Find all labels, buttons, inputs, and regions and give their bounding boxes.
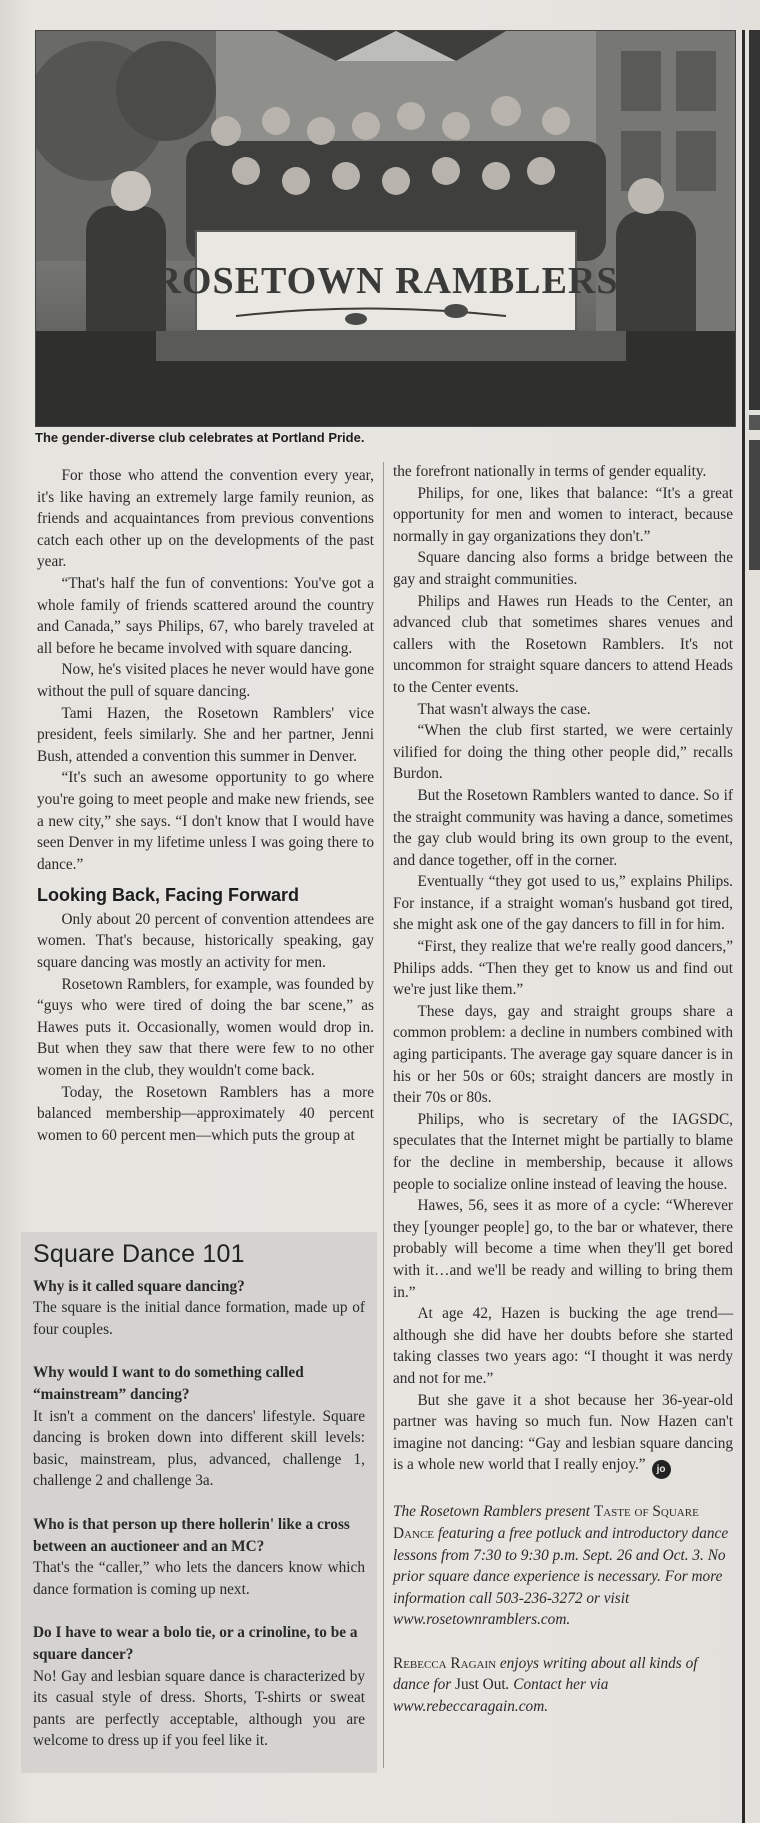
sidebar-answer: No! Gay and lesbian square dance is characterized by its casual style of dress. Shorts, T-shirts or sweat pants are perfectly acceptable, although you are welcome to dress up if you feel like it. (33, 1667, 365, 1750)
end-mark-icon: jo (652, 1460, 671, 1479)
article-paragraph: Now, he's visited places he never would have gone without the pull of square dancing. (37, 661, 374, 700)
article-paragraph: the forefront nationally in terms of gender equality. (393, 463, 707, 480)
article-paragraph: “It's such an awesome opportunity to go where you're going to meet people and make new friends, see a new city,” she says. “I don't know that I would have seen Denver in my lifetime unless I was going there to dance.” (37, 769, 374, 873)
article-text: But she gave it a shot because her 36-year-old partner was having so much fun. Now Hazen can't imagine not dancing: “Gay and lesbian square dancing is a whole new world that I really enjoy.” (393, 1391, 733, 1474)
sidebar-answer: The square is the initial dance formation, made up of four couples. (33, 1299, 365, 1338)
photo-illustration (36, 31, 735, 426)
article-paragraph: At age 42, Hazen is bucking the age trend—although she did have her doubts before she started taking classes two years ago: “I thought it was nerdy and not for me.” (393, 1305, 733, 1387)
article-paragraph: That wasn't always the case. (417, 700, 591, 718)
banner-text: ROSETOWN RAMBLERS (153, 260, 619, 302)
sidebar-answer: That's the “caller,” who lets the dancers know which dance formation is coming up next. (33, 1559, 365, 1598)
article-column-right (393, 461, 733, 1718)
photo-caption: The gender-diverse club celebrates at Portland Pride. (35, 430, 365, 445)
event-details: featuring a free potluck and introductory dance lessons from 7:30 to 9:30 p.m. Sept. 26 and Oct. 3. No prior square dance experience is necessary. For more information call 503-236-3272 or visit www.rosetownramblers.com. (393, 1524, 729, 1629)
article-paragraph: Hawes, 56, sees it as more of a cycle: “Wherever they [younger people] go, to the bar or whatever, there probably will become a time when they'll get bored with it…and we'll be ready and willing to bring them in.” (393, 1197, 733, 1301)
sidebar-question: Who is that person up there hollerin' like a cross between an auctioneer and an MC? (33, 1515, 350, 1555)
article-paragraph: Today, the Rosetown Ramblers has a more balanced membership—approximately 40 percent women to 60 percent men—which puts the group at (37, 1083, 374, 1144)
author-name: Rebecca Ragain (393, 1654, 497, 1672)
sidebar-answer: It isn't a comment on the dancers' lifestyle. Square dancing is broken down into different skill levels: basic, mainstream, plus, advanced, challenge 1, challenge 2 and challenge 3a. (33, 1407, 365, 1490)
article-paragraph: Tami Hazen, the Rosetown Ramblers' vice president, feels similarly. She and her partner, Jenni Bush, attended a convention this summer in Denver. (37, 704, 374, 765)
section-subhead: Looking Back, Facing Forward (37, 885, 300, 906)
square-dance-101-sidebar (21, 1232, 377, 1773)
column-divider (383, 462, 384, 1768)
article-paragraph: But the Rosetown Ramblers wanted to dance. So if the straight community was having a dance, sometimes the gay club would bring its own group to the event, and dance together, off in the corner. (393, 786, 733, 869)
sidebar-question: Do I have to wear a bolo tie, or a crinoline, to be a square dancer? (33, 1624, 358, 1663)
event-info: The Rosetown Ramblers present Taste of Square Dance featuring a free potluck and introductory dance lessons from 7:30 to 9:30 p.m. Sept. 26 and Oct. 3. No prior square dance experience is necessary. For more information call 503-236-3272 or visit www.rosetownramblers.com. (393, 1503, 729, 1629)
article-paragraph: “That's half the fun of conventions: You've got a whole family of friends scattered around the country and Canada,” says Philips, 67, who barely traveled at all before he became involved with square dancing. (37, 574, 374, 657)
event-org: The Rosetown Ramblers (393, 1503, 542, 1521)
article-paragraph (393, 1390, 733, 1480)
group-photo (35, 30, 736, 427)
sidebar-question: Why would I want to do something called “mainstream” dancing? (33, 1364, 304, 1403)
article-paragraph: “First, they realize that we're really good dancers,” Philips adds. “Then they get to know us and find out we're just like them.” (393, 938, 733, 999)
page-edge-tab (749, 30, 760, 410)
article-paragraph: Philips, for one, likes that balance: “It's a great opportunity for men and women to interact, because normally in gay organizations they don't.” (393, 484, 733, 545)
sidebar-question: Why is it called square dancing? (33, 1277, 245, 1295)
article-paragraph: Philips and Hawes run Heads to the Center, an advanced club that sometimes shares venues and callers with the Rosetown Ramblers. It's not uncommon for straight square dancers to attend Heads to the Center events. (393, 592, 733, 696)
article-paragraph: Rosetown Ramblers, for example, was founded by “guys who were tired of doing the bar scene,” as Hawes puts it. Occasionally, women would drop in. But when they saw that there were few to no other women in the club, they wouldn't come back. (37, 975, 374, 1080)
author-bio: Rebecca Ragain enjoys writing about all kinds of dance for Just Out. Contact her via www.rebeccaragain.com. (393, 1654, 698, 1716)
article-column-left (37, 465, 374, 1146)
page-edge-tab (749, 415, 760, 430)
article-paragraph: Eventually “they got used to us,” explains Philips. For instance, if a straight woman's husband got tired, she might ask one of the gay dancers to fill in for him. (393, 873, 733, 934)
page-edge-rule (742, 30, 745, 1823)
sidebar-title: Square Dance 101 (33, 1240, 245, 1268)
article-paragraph: These days, gay and straight groups share a common problem: a decline in numbers combined with aging participants. The average gay square dancer is in his or her 50s or 60s; straight dancers are mostly in their 70s or 80s. (393, 1002, 733, 1107)
event-name: Taste of Square Dance (393, 1503, 699, 1542)
article-paragraph: Only about 20 percent of convention attendees are women. That's because, historically speaking, gay square dancing was mostly an activity for men. (37, 910, 374, 972)
article-paragraph: Philips, who is secretary of the IAGSDC, speculates that the Internet might be partially to blame for the decline in membership, because it allows people to socialize online instead of leaving the house. (393, 1110, 733, 1193)
page-edge-tab (749, 440, 760, 570)
article-paragraph: For those who attend the convention every year, it's like having an extremely large family reunion, as friends and acquaintances from previous conventions catch each other up on the developments of the past year. (37, 467, 374, 571)
article-paragraph: Square dancing also forms a bridge between the gay and straight communities. (393, 549, 733, 588)
publication-name: Just Out (455, 1676, 506, 1694)
article-paragraph: “When the club first started, we were certainly vilified for doing the thing other people did,” recalls Burdon. (393, 722, 733, 783)
